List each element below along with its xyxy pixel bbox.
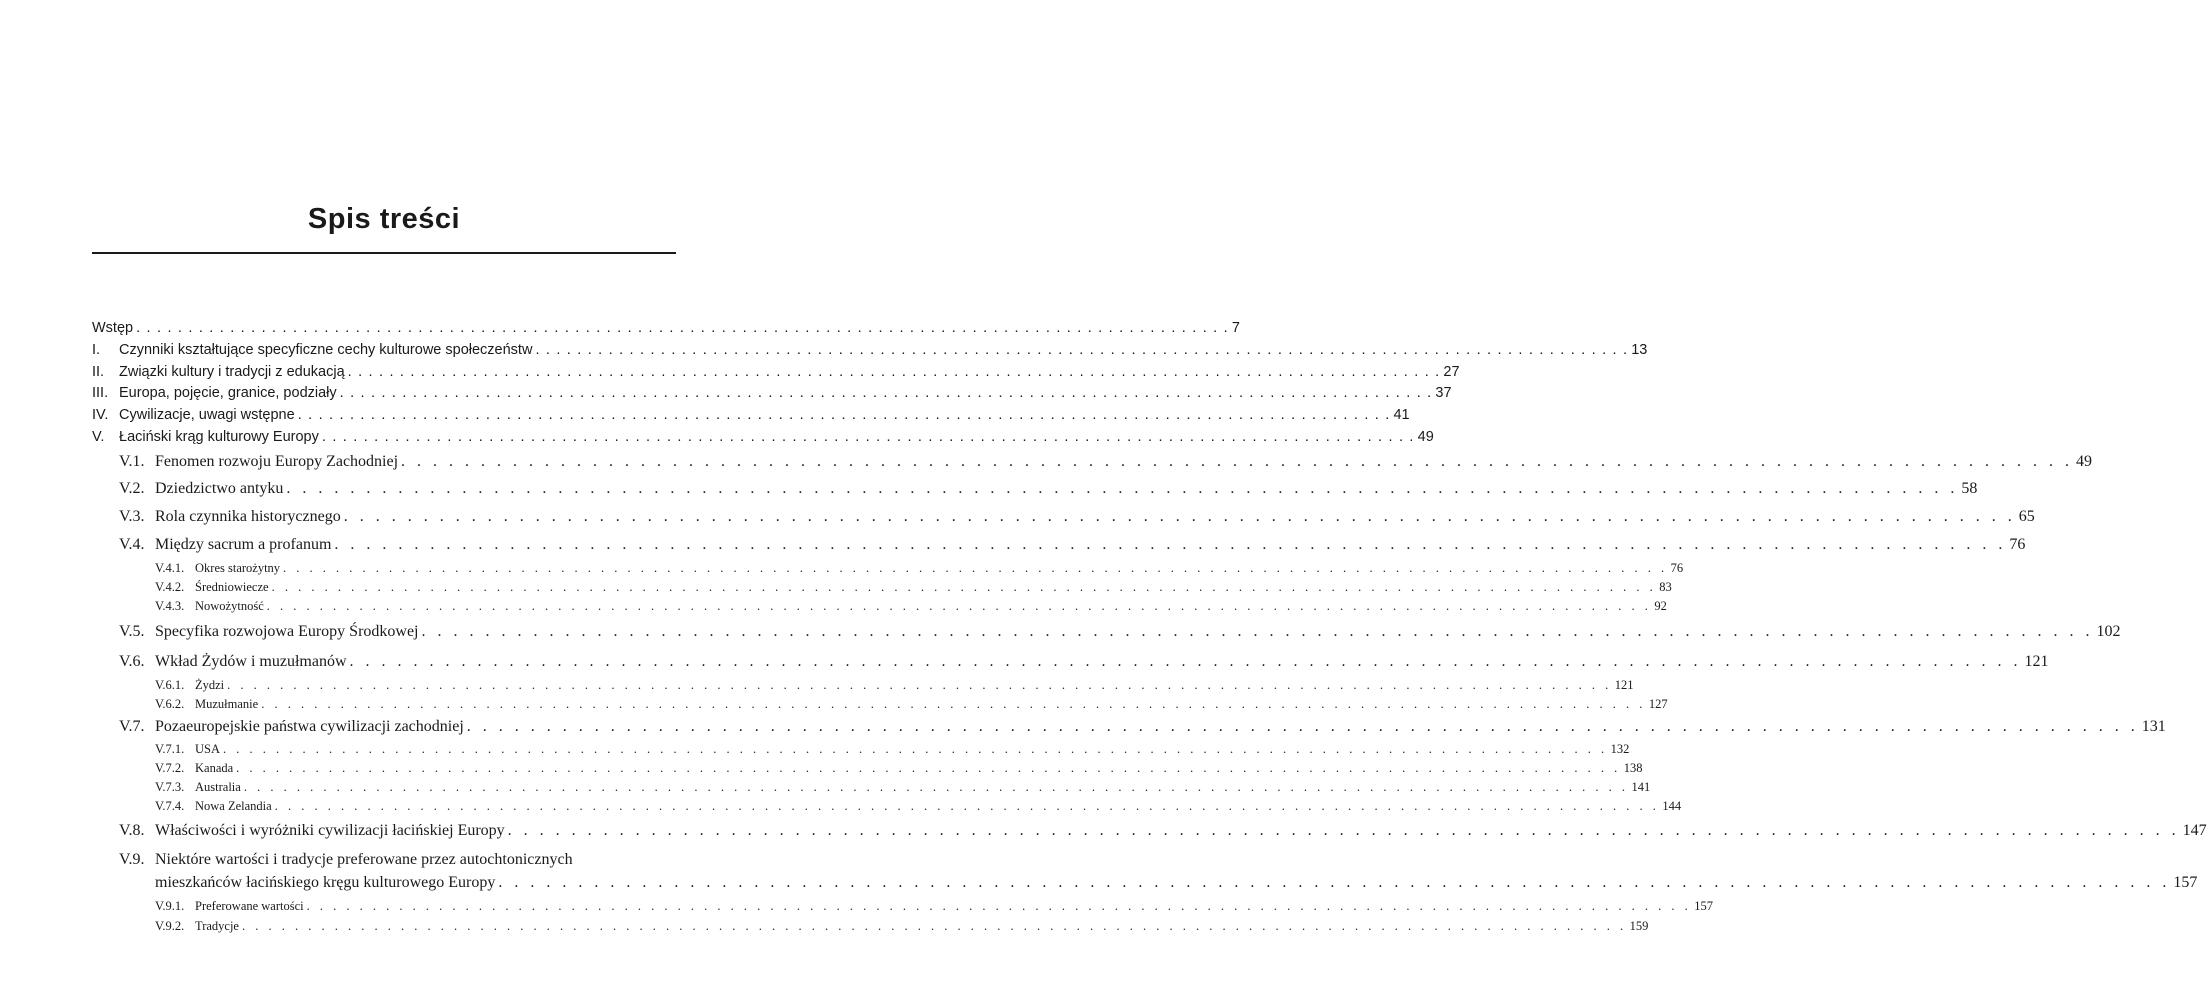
toc-entry-label: Preferowane wartości xyxy=(195,898,304,913)
toc-entry-label: Nowożytność xyxy=(195,598,264,613)
toc-entry-label: USA xyxy=(195,741,221,756)
toc-leader: . . . . . . . . . . . . . . . . . . . . . . . . . . . . . . . . . . . . . . . . . . . . . . . . . . . . . . . . . . . . . . . . . . . . . . . . . . . . . . . . . . . . . . . . . . . . . . . . . . . . . . . . . xyxy=(136,320,1229,336)
toc-entry-page: 131 xyxy=(2141,717,2166,735)
toc-leader: . . . . . . . . . . . . . . . . . . . . . . . . . . . . . . . . . . . . . . . . . . . . . . . . . . . . . . . . . . . . . . . . . . . . . . . . . . . . . . . . . . . . . . . . . . . . . . . . . . . . . . . . . xyxy=(466,717,2139,735)
toc-entry-number: V.4. xyxy=(119,535,145,553)
toc-leader: . . . . . . . . . . . . . . . . . . . . . . . . . . . . . . . . . . . . . . . . . . . . . . . . . . . . . . . . . . . . . . . . . . . . . . . . . . . . . . . . . . . . . . . . . . . . . . . . . . . . . . . . . xyxy=(286,479,1959,497)
toc-entry-label: Wstęp xyxy=(92,320,134,336)
toc-leader: . . . . . . . . . . . . . . . . . . . . . . . . . . . . . . . . . . . . . . . . . . . . . . . . . . . . . . . . . . . . . . . . . . . . . . . . . . . . . . . . . . . . . . . . . . . . . . . . . . . . . . . . . xyxy=(421,622,2094,640)
toc-entry-subsection-v9-1[interactable] xyxy=(155,896,1714,917)
toc-entry-page: 83 xyxy=(1659,579,1672,594)
title-rule xyxy=(92,252,676,254)
toc-entry-number: V.7.4. xyxy=(155,798,185,813)
toc-leader: . . . . . . . . . . . . . . . . . . . . . . . . . . . . . . . . . . . . . . . . . . . . . . . . . . . . . . . . . . . . . . . . . . . . . . . . . . . . . . . . . . . . . . . . . . . . . . . . . . . . . . . . . xyxy=(339,385,1433,402)
toc-entry-number: V.9.1. xyxy=(155,898,185,913)
toc-entry-page: 141 xyxy=(1631,779,1651,794)
toc-entry-subsection-v7-3[interactable] xyxy=(155,778,1651,797)
toc-entry-page: 147 xyxy=(2182,821,2207,839)
toc-leader: . . . . . . . . . . . . . . . . . . . . . . . . . . . . . . . . . . . . . . . . . . . . . . . . . . . . . . . . . . . . . . . . . . . . . . . . . . . . . . . . . . . . . . . . . . . . . . . . . . . . . . . . . xyxy=(243,779,1629,794)
toc-entry-section-v3[interactable] xyxy=(119,503,2035,531)
toc-entry-label: Kanada xyxy=(195,760,234,775)
toc-entry-label: Europa, pojęcie, granice, podziały xyxy=(119,385,337,402)
toc-entry-number: V.6. xyxy=(119,652,145,670)
toc-entry-section-v4[interactable] xyxy=(119,531,2026,559)
toc-leader: . . . . . . . . . . . . . . . . . . . . . . . . . . . . . . . . . . . . . . . . . . . . . . . . . . . . . . . . . . . . . . . . . . . . . . . . . . . . . . . . . . . . . . . . . . . . . . . . . . . . . . . . . xyxy=(236,760,1621,775)
toc-entry-number: V.7.2. xyxy=(155,760,185,775)
toc-leader: . . . . . . . . . . . . . . . . . . . . . . . . . . . . . . . . . . . . . . . . . . . . . . . . . . . . . . . . . . . . . . . . . . . . . . . . . . . . . . . . . . . . . . . . . . . . . . . . . . . . . . . . . xyxy=(347,363,1441,380)
toc-entry-label: Dziedzictwo antyku xyxy=(155,479,284,497)
toc-entry-subsection-v9-2[interactable] xyxy=(155,917,1649,936)
toc-leader: . . . . . . . . . . . . . . . . . . . . . . . . . . . . . . . . . . . . . . . . . . . . . . . . . . . . . . . . . . . . . . . . . . . . . . . . . . . . . . . . . . . . . . . . . . . . . . . . . . . . . . . . . xyxy=(283,560,1668,575)
toc-entry-section-v1[interactable] xyxy=(119,449,2093,475)
toc-entry-number: III. xyxy=(92,385,109,402)
toc-entry-label-line-1: Niektóre wartości i tradycje preferowane przez autochtonicznych xyxy=(155,850,573,868)
toc-entry-page: 7 xyxy=(1231,320,1240,336)
toc-entry-page: 132 xyxy=(1610,741,1630,756)
toc-entry-label: Okres starożytny xyxy=(195,560,281,575)
toc-entry-chapter-5[interactable] xyxy=(92,427,1434,449)
toc-entry-page: 102 xyxy=(2096,622,2121,640)
toc-leader: . . . . . . . . . . . . . . . . . . . . . . . . . . . . . . . . . . . . . . . . . . . . . . . . . . . . . . . . . . . . . . . . . . . . . . . . . . . . . . . . . . . . . . . . . . . . . . . . . . . . . . . . . xyxy=(261,696,1646,711)
toc-entry-chapter-1[interactable] xyxy=(92,340,1648,362)
toc-entry-section-v5[interactable] xyxy=(119,616,2121,648)
toc-entry-number: V.1. xyxy=(119,452,145,470)
toc-entry-page: 27 xyxy=(1443,363,1460,380)
toc-entry-page: 159 xyxy=(1629,918,1649,933)
toc-entry-section-v9[interactable] xyxy=(119,846,2198,896)
toc-entry-page: 65 xyxy=(2018,507,2035,525)
toc-leader: . . . . . . . . . . . . . . . . . . . . . . . . . . . . . . . . . . . . . . . . . . . . . . . . . . . . . . . . . . . . . . . . . . . . . . . . . . . . . . . . . . . . . . . . . . . . . . . . . . . . . . . . . xyxy=(349,652,2022,670)
toc-entry-label: Żydzi xyxy=(195,677,225,692)
toc-entry-page: 121 xyxy=(2024,652,2049,670)
toc-leader: . . . . . . . . . . . . . . . . . . . . . . . . . . . . . . . . . . . . . . . . . . . . . . . . . . . . . . . . . . . . . . . . . . . . . . . . . . . . . . . . . . . . . . . . . . . . . . . . . . . . . . . . . xyxy=(297,407,1391,424)
toc-entry-page: 92 xyxy=(1654,598,1667,613)
toc-leader: . . . . . . . . . . . . . . . . . . . . . . . . . . . . . . . . . . . . . . . . . . . . . . . . . . . . . . . . . . . . . . . . . . . . . . . . . . . . . . . . . . . . . . . . . . . . . . . . . . . . . . . . . xyxy=(321,428,1415,445)
toc-entry-section-v8[interactable] xyxy=(119,816,2207,846)
toc-entry-label: Średniowiecze xyxy=(195,579,269,594)
toc-entry-label: Właściwości i wyróżniki cywilizacji łacińskiej Europy xyxy=(155,821,505,839)
toc-entry-number: V.7.3. xyxy=(155,779,185,794)
toc-entry-chapter-4[interactable] xyxy=(92,405,1410,427)
toc-entry-subsection-v6-1[interactable] xyxy=(155,676,1634,695)
toc-entry-number: V.4.2. xyxy=(155,579,185,594)
toc-entry-page: 121 xyxy=(1614,677,1634,692)
toc-entry-label: Związki kultury i tradycji z edukacją xyxy=(119,363,345,380)
toc-entry-number: V.6.2. xyxy=(155,696,185,711)
toc-entry-subsection-v7-4[interactable] xyxy=(155,797,1682,816)
toc-entry-label-line-2: mieszkańców łacińskiego kręgu kulturowego Europy xyxy=(155,873,496,891)
toc-entry-number: IV. xyxy=(92,407,109,424)
toc-leader: . . . . . . . . . . . . . . . . . . . . . . . . . . . . . . . . . . . . . . . . . . . . . . . . . . . . . . . . . . . . . . . . . . . . . . . . . . . . . . . . . . . . . . . . . . . . . . . . . . . . . . . . . xyxy=(306,898,1692,913)
toc-leader: . . . . . . . . . . . . . . . . . . . . . . . . . . . . . . . . . . . . . . . . . . . . . . . . . . . . . . . . . . . . . . . . . . . . . . . . . . . . . . . . . . . . . . . . . . . . . . . . . . . . . . . . . xyxy=(227,677,1612,692)
toc-leader: . . . . . . . . . . . . . . . . . . . . . . . . . . . . . . . . . . . . . . . . . . . . . . . . . . . . . . . . . . . . . . . . . . . . . . . . . . . . . . . . . . . . . . . . . . . . . . . . . . . . . . . . . xyxy=(401,452,2074,470)
toc-entry-number: V.2. xyxy=(119,479,145,497)
toc-leader: . . . . . . . . . . . . . . . . . . . . . . . . . . . . . . . . . . . . . . . . . . . . . . . . . . . . . . . . . . . . . . . . . . . . . . . . . . . . . . . . . . . . . . . . . . . . . . . . . . . . . . . . . xyxy=(241,918,1627,933)
toc-entry-page: 138 xyxy=(1623,760,1643,775)
toc-entry-label: Nowa Zelandia xyxy=(195,798,272,813)
toc-entry-page: 76 xyxy=(1670,560,1684,575)
toc-leader: . . . . . . . . . . . . . . . . . . . . . . . . . . . . . . . . . . . . . . . . . . . . . . . . . . . . . . . . . . . . . . . . . . . . . . . . . . . . . . . . . . . . . . . . . . . . . . . . . . . . . . . . . xyxy=(271,579,1657,594)
toc-entry-subsection-v7-1[interactable] xyxy=(155,740,1630,759)
toc-entry-number: V.7.1. xyxy=(155,741,185,756)
table-of-contents xyxy=(92,318,2207,936)
toc-entry-label: Cywilizacje, uwagi wstępne xyxy=(119,407,295,424)
toc-entry-label: Pozaeuropejskie państwa cywilizacji zachodniej xyxy=(155,717,464,735)
toc-entry-label: Fenomen rozwoju Europy Zachodniej xyxy=(155,452,399,470)
toc-leader: . . . . . . . . . . . . . . . . . . . . . . . . . . . . . . . . . . . . . . . . . . . . . . . . . . . . . . . . . . . . . . . . . . . . . . . . . . . . . . . . . . . . . . . . . . . . . . . . . . . . . . . . . xyxy=(343,507,2016,525)
toc-entry-page: 37 xyxy=(1435,385,1452,402)
toc-entry-page: 127 xyxy=(1648,696,1668,711)
toc-entry-number: V. xyxy=(92,428,105,445)
toc-entry-page: 157 xyxy=(2173,873,2198,891)
toc-entry-subsection-v4-2[interactable] xyxy=(155,578,1672,597)
toc-entry-page: 157 xyxy=(1694,898,1714,913)
toc-entry-subsection-v7-2[interactable] xyxy=(155,759,1643,778)
toc-entry-number: V.8. xyxy=(119,821,145,839)
toc-entry-chapter-3[interactable] xyxy=(92,383,1452,405)
toc-entry-label: Specyfika rozwojowa Europy Środkowej xyxy=(155,622,419,640)
toc-entry-subsection-v4-3[interactable] xyxy=(155,597,1667,616)
toc-entry-subsection-v6-2[interactable] xyxy=(155,695,1668,714)
toc-entry-number: V.5. xyxy=(119,622,145,640)
toc-entry-number: I. xyxy=(92,341,101,358)
toc-entry-page: 49 xyxy=(2076,452,2093,470)
toc-entry-page: 144 xyxy=(1662,798,1682,813)
toc-entry-number: II. xyxy=(92,363,105,380)
toc-leader: . . . . . . . . . . . . . . . . . . . . . . . . . . . . . . . . . . . . . . . . . . . . . . . . . . . . . . . . . . . . . . . . . . . . . . . . . . . . . . . . . . . . . . . . . . . . . . . . . . . . . . . . . xyxy=(535,341,1629,358)
toc-entry-page: 49 xyxy=(1417,428,1434,445)
toc-entry-label: Rola czynnika historycznego xyxy=(155,507,341,525)
toc-entry-label: Czynniki kształtujące specyficzne cechy kulturowe społeczeństw xyxy=(119,341,533,358)
toc-entry-page: 41 xyxy=(1393,407,1410,424)
toc-entry-label: Australia xyxy=(195,779,241,794)
toc-entry-label: Łaciński krąg kulturowy Europy xyxy=(119,428,319,445)
toc-entry-section-v7[interactable] xyxy=(119,714,2166,740)
toc-entry-number: V.6.1. xyxy=(155,677,185,692)
toc-entry-wstep[interactable] xyxy=(92,318,1240,340)
toc-entry-number: V.3. xyxy=(119,507,145,525)
toc-entry-page: 58 xyxy=(1961,479,1978,497)
toc-leader: . . . . . . . . . . . . . . . . . . . . . . . . . . . . . . . . . . . . . . . . . . . . . . . . . . . . . . . . . . . . . . . . . . . . . . . . . . . . . . . . . . . . . . . . . . . . . . . . . . . . . . . . . xyxy=(507,821,2180,839)
toc-leader: . . . . . . . . . . . . . . . . . . . . . . . . . . . . . . . . . . . . . . . . . . . . . . . . . . . . . . . . . . . . . . . . . . . . . . . . . . . . . . . . . . . . . . . . . . . . . . . . . . . . . . . . . xyxy=(223,741,1608,756)
toc-entry-label: Między sacrum a profanum xyxy=(155,535,332,553)
toc-entry-label: Tradycje xyxy=(195,918,239,933)
toc-entry-number: V.4.1. xyxy=(155,560,185,575)
toc-entry-number: V.9.2. xyxy=(155,918,185,933)
toc-entry-section-v6[interactable] xyxy=(119,648,2049,676)
toc-entry-label: Wkład Żydów i muzułmanów xyxy=(155,652,347,670)
toc-entry-subsection-v4-1[interactable] xyxy=(155,559,1684,578)
toc-entry-page: 13 xyxy=(1631,341,1648,358)
toc-leader: . . . . . . . . . . . . . . . . . . . . . . . . . . . . . . . . . . . . . . . . . . . . . . . . . . . . . . . . . . . . . . . . . . . . . . . . . . . . . . . . . . . . . . . . . . . . . . . . . . . . . . . . . xyxy=(334,535,2007,553)
toc-leader: . . . . . . . . . . . . . . . . . . . . . . . . . . . . . . . . . . . . . . . . . . . . . . . . . . . . . . . . . . . . . . . . . . . . . . . . . . . . . . . . . . . . . . . . . . . . . . . . . . . . . . . . . xyxy=(266,598,1652,613)
toc-entry-section-v2[interactable] xyxy=(119,475,1978,503)
toc-entry-chapter-2[interactable] xyxy=(92,362,1460,384)
toc-leader: . . . . . . . . . . . . . . . . . . . . . . . . . . . . . . . . . . . . . . . . . . . . . . . . . . . . . . . . . . . . . . . . . . . . . . . . . . . . . . . . . . . . . . . . . . . . . . . . . . . . . . . . . xyxy=(274,798,1660,813)
toc-entry-number: V.4.3. xyxy=(155,598,185,613)
page-title: Spis treści xyxy=(307,203,461,235)
toc-entry-number: V.9. xyxy=(119,850,145,868)
toc-entry-label: Muzułmanie xyxy=(195,696,259,711)
toc-entry-page: 76 xyxy=(2009,535,2026,553)
toc-leader: . . . . . . . . . . . . . . . . . . . . . . . . . . . . . . . . . . . . . . . . . . . . . . . . . . . . . . . . . . . . . . . . . . . . . . . . . . . . . . . . . . . . . . . . . . . . . . . . . . . . . . . . . xyxy=(498,873,2171,891)
toc-entry-number: V.7. xyxy=(119,717,145,735)
